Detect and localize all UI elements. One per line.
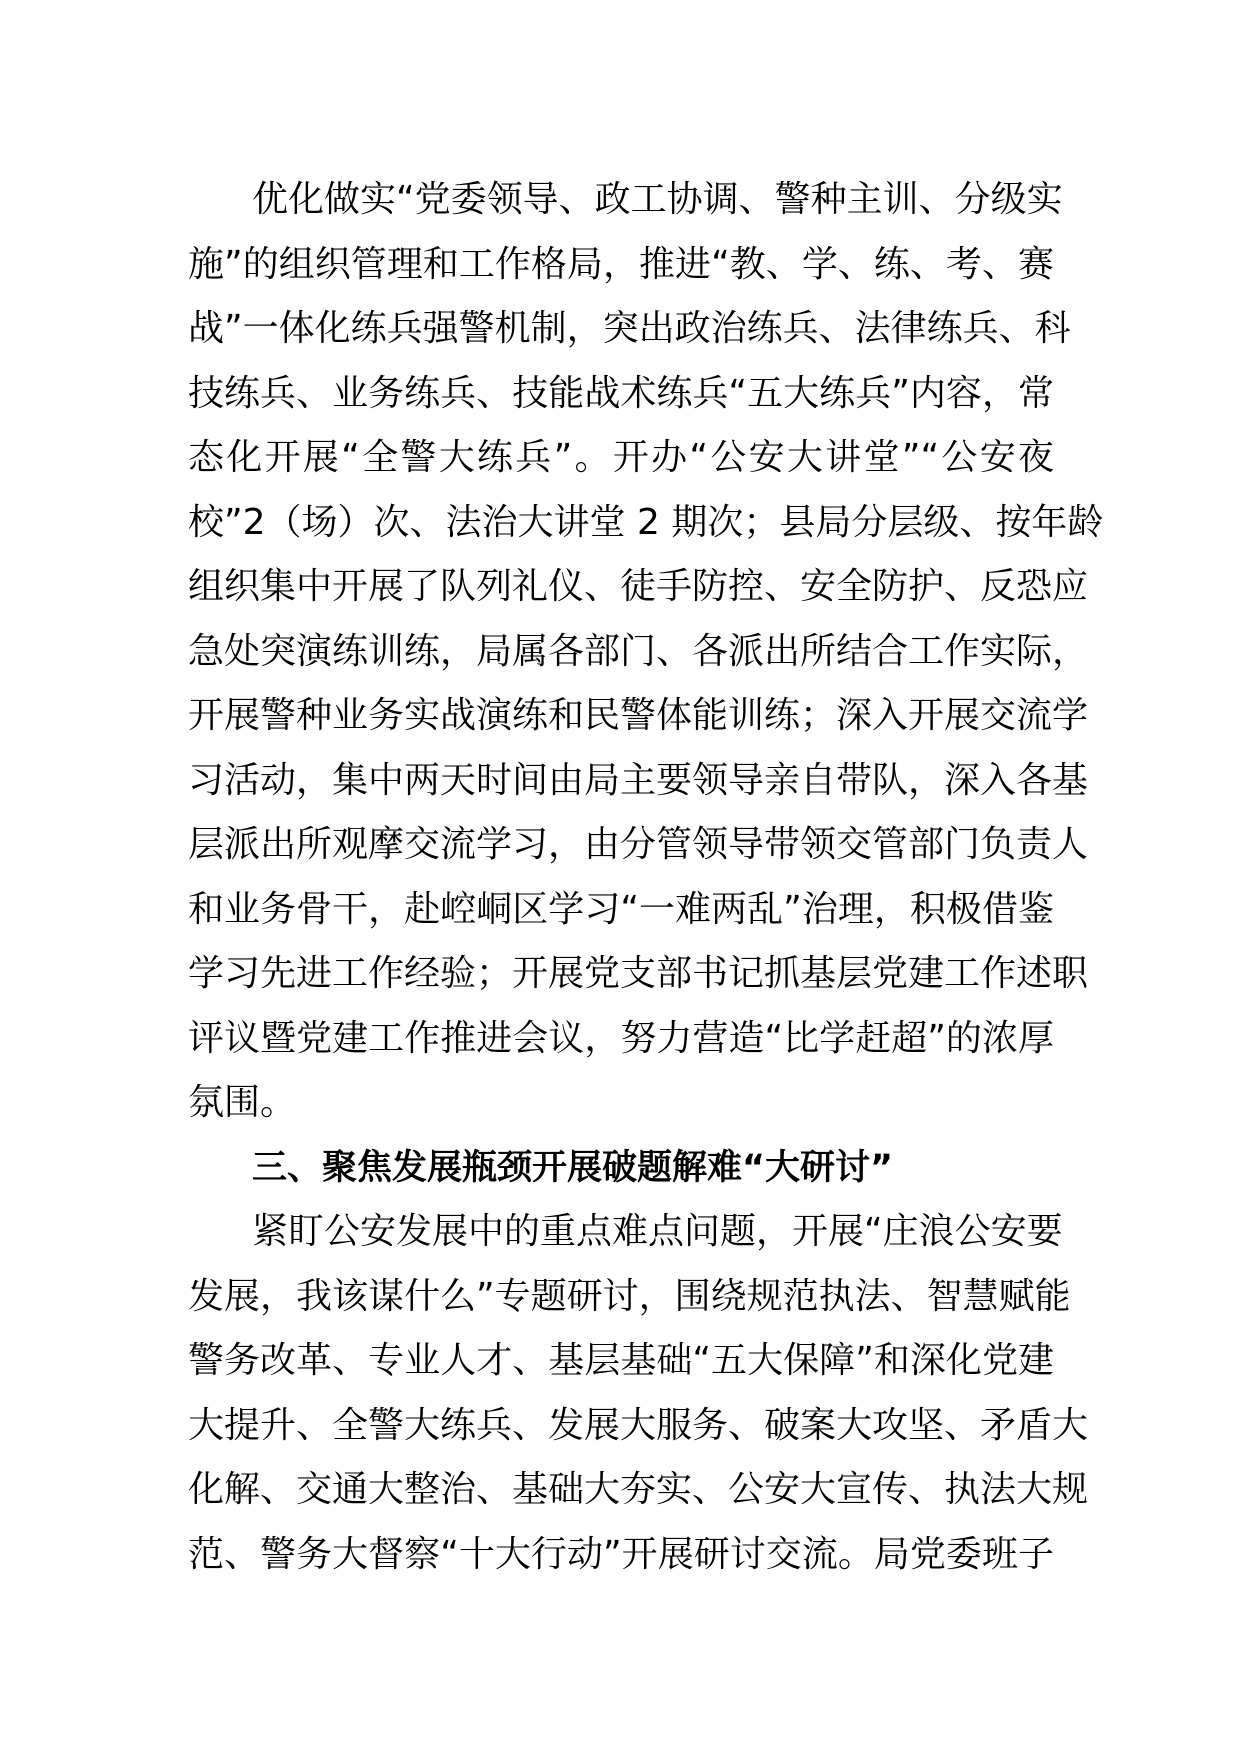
text-line: 施”的组织管理和工作格局，推进“教、学、练、考、赛 xyxy=(188,243,1054,285)
text-line: 范、警务大督察“十大行动”开展研讨交流。局党委班子 xyxy=(188,1533,1054,1575)
paragraph-seminar xyxy=(188,1200,1089,1587)
text-line: 优化做实“党委领导、政工协调、警种主训、分级实 xyxy=(252,179,1063,220)
text-line: 校”2（场）次、法治大讲堂 2 期次；县局分层级、按年龄 xyxy=(188,501,1104,543)
text-line: 大提升、全警大练兵、发展大服务、破案大攻坚、矛盾大 xyxy=(188,1404,1089,1446)
text-line: 急处突演练训练，局属各部门、各派出所结合工作实际， xyxy=(188,630,1089,672)
text-line: 组织集中开展了队列礼仪、徒手防控、安全防护、反恐应 xyxy=(188,566,1089,607)
text-line: 发展，我该谋什么”专题研讨，围绕规范执法、智慧赋能 xyxy=(188,1275,1071,1317)
text-line: 警务改革、专业人才、基层基础“五大保障”和深化党建 xyxy=(188,1340,1054,1381)
paragraph-training xyxy=(188,168,1104,1136)
document-page xyxy=(188,168,1104,1587)
section-heading: 三、聚焦发展瓶颈开展破题解难“大研讨” xyxy=(252,1147,894,1188)
text-line: 紧盯公安发展中的重点难点问题，开展“庄浪公安要 xyxy=(252,1211,1063,1252)
text-line: 技练兵、业务练兵、技能战术练兵“五大练兵”内容，常 xyxy=(188,372,1054,414)
text-line: 评议暨党建工作推进会议，努力营造“比学赶超”的浓厚 xyxy=(188,1017,1054,1059)
text-line: 化解、交通大整治、基础大夯实、公安大宣传、执法大规 xyxy=(188,1469,1089,1510)
text-line: 习活动，集中两天时间由局主要领导亲自带队，深入各基 xyxy=(188,759,1089,801)
text-line: 学习先进工作经验；开展党支部书记抓基层党建工作述职 xyxy=(188,953,1089,994)
text-line: 和业务骨干，赴崆峒区学习“一难两乱”治理，积极借鉴 xyxy=(188,888,1054,930)
text-line: 开展警种业务实战演练和民警体能训练；深入开展交流学 xyxy=(188,695,1089,736)
text-line: 层派出所观摩交流学习，由分管领导带领交管部门负责人 xyxy=(188,824,1089,865)
text-line: 态化开展“全警大练兵”。开办“公安大讲堂”“公安夜 xyxy=(188,437,1054,478)
text-line: 战”一体化练兵强警机制，突出政治练兵、法律练兵、科 xyxy=(188,308,1071,349)
text-line: 氛围。 xyxy=(188,1082,297,1123)
